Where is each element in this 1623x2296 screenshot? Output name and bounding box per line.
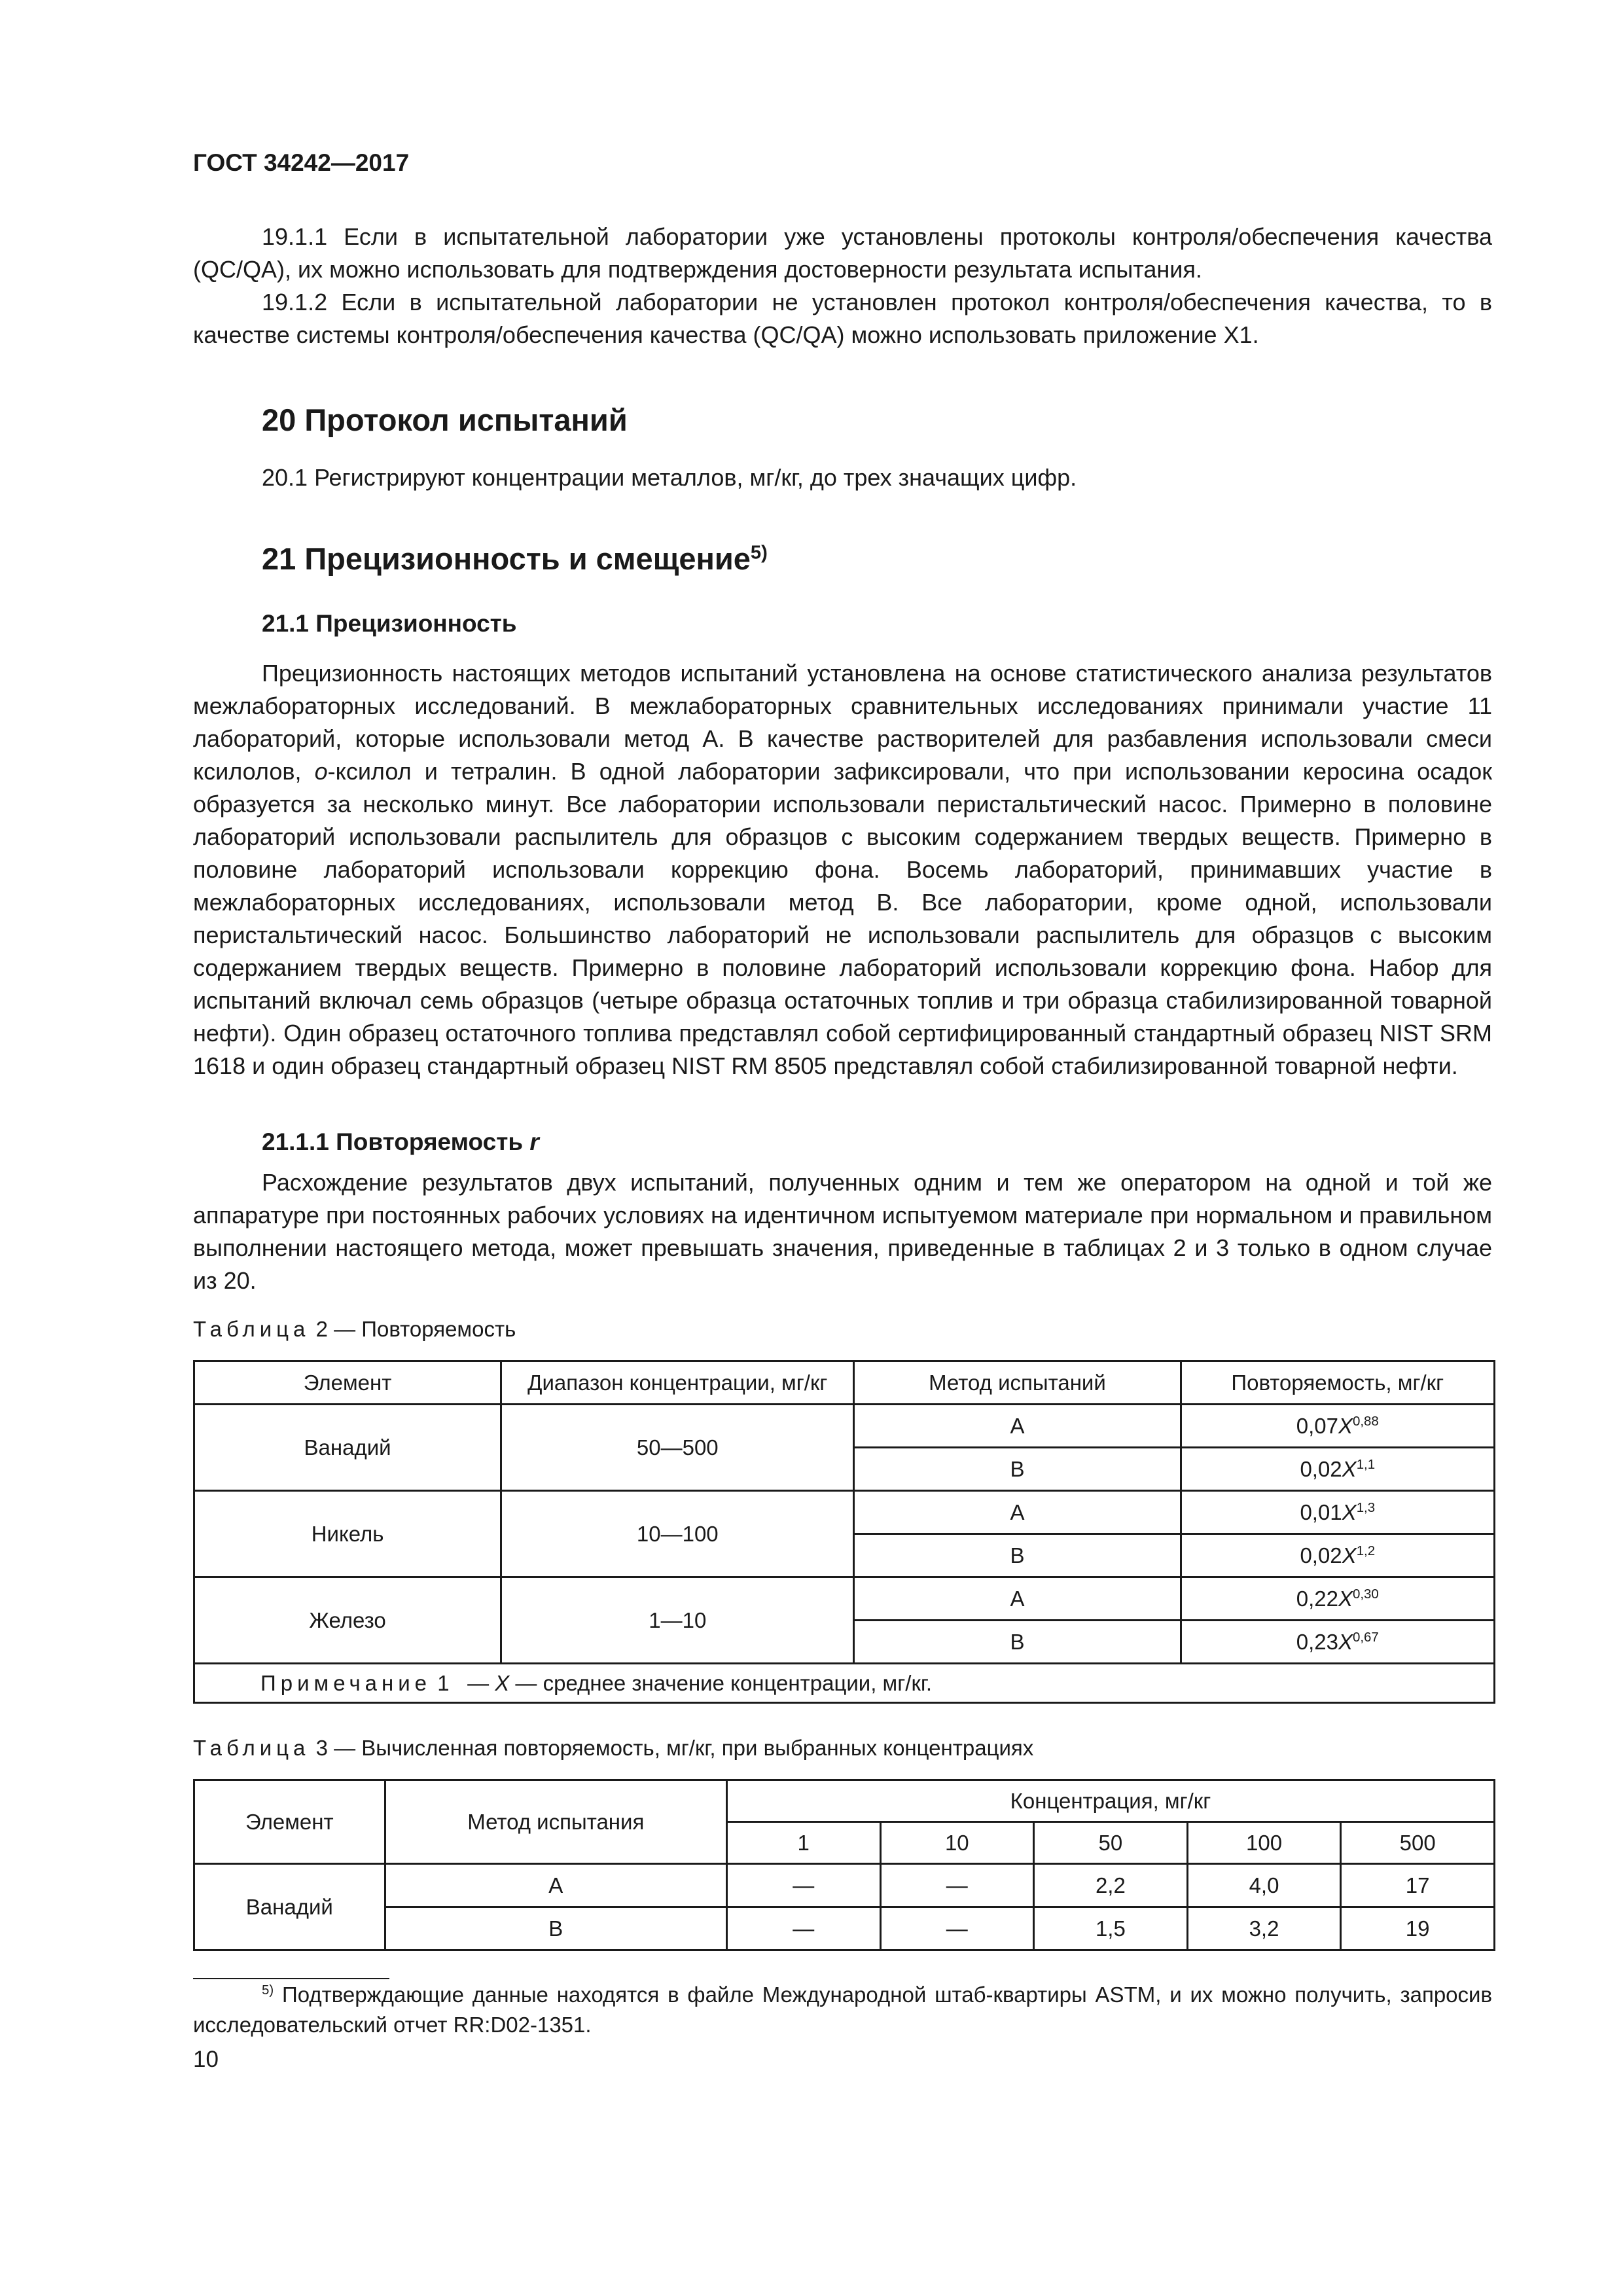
table-2-range: 10—100 (501, 1491, 854, 1577)
table-3-method: А (385, 1864, 726, 1907)
formula-var: X (1342, 1456, 1357, 1481)
table-2-element: Железо (194, 1577, 501, 1664)
section-21-heading (262, 541, 768, 577)
table-3-value: — (880, 1864, 1034, 1907)
table-2-caption (193, 1317, 516, 1342)
table-3-value: — (726, 1907, 880, 1950)
footnote-divider (193, 1978, 389, 1979)
table-3-header-element: Элемент (194, 1780, 385, 1864)
table-3-value: 2,2 (1034, 1864, 1188, 1907)
table-2-method: А (854, 1491, 1181, 1534)
table-2-formula (1181, 1577, 1494, 1621)
table-2 (193, 1360, 1495, 1704)
table-2-formula (1181, 1448, 1494, 1491)
table-2-formula (1181, 1405, 1494, 1448)
formula-coef: 0,02 (1300, 1543, 1342, 1568)
formula-exp: 1,2 (1356, 1543, 1376, 1558)
formula-exp: 1,1 (1356, 1456, 1376, 1472)
section-21-1-1-title: 21.1.1 Повторяемость (262, 1128, 530, 1155)
formula-exp: 1,3 (1356, 1499, 1376, 1515)
table-2-header-range: Диапазон концентрации, мг/кг (501, 1361, 854, 1405)
formula-var: X (1342, 1543, 1357, 1568)
table-2-method: В (854, 1534, 1181, 1577)
table-row (194, 1577, 1495, 1621)
paragraph-19-1-1: 19.1.1 Если в испытательной лаборатории уже установлены протоколы контроля/обеспечения качества (QC/QA), их можно использовать для подтверждения достоверности результата испытания. (193, 223, 1492, 283)
table-2-range: 1—10 (501, 1577, 854, 1664)
footnote-ref-5: 5) (750, 542, 768, 564)
table-3-method: В (385, 1907, 726, 1950)
paragraph-21-1-italic: о (314, 758, 328, 785)
table-2-formula (1181, 1621, 1494, 1664)
section-21-1-1-heading (262, 1128, 539, 1156)
table-2-header-repeatability: Повторяемость, мг/кг (1181, 1361, 1494, 1405)
table-2-method: В (854, 1621, 1181, 1664)
page-number: 10 (193, 2047, 219, 2072)
table-2-header-method: Метод испытаний (854, 1361, 1181, 1405)
table-3-conc-50: 50 (1034, 1822, 1188, 1864)
table-3-conc-100: 100 (1187, 1822, 1341, 1864)
paragraph-21-1-part-b: -ксилол и тетралин. В одной лаборатории зафиксировали, что при использовании керосина осадок образуется за несколько минут. Все лаборатории использовали перистальтический насос. Примерно в половине лабораторий использовали распылитель для образцов с высоким содержанием твердых веществ. Примерно в половине лабораторий использовали коррекцию фона. Восемь лабораторий, принимавших участие в межлабораторных исследованиях, использовали метод В. Все лаборатории, кроме одной, использовали перистальтический насос. Большинство лабораторий не использовали распылитель для образцов с высоким содержанием твердых веществ. Примерно в половине лабораторий использовали коррекцию фона. Набор для испытаний включал семь образцов (четыре образца остаточных топлив и три образца стабилизированной товарной нефти). Один образец остаточного топлива представлял собой сертифицированный стандартный образец NIST SRM 1618 и один образец стандартный образец NIST RM 8505 представлял собой стабилизированной товарной нефти. (193, 758, 1493, 1079)
footnote-text: Подтверждающие данные находятся в файле Международной штаб-квартиры ASTM, и их можно получить, запросив исследовательский отчет RR:D02-1351. (193, 1982, 1492, 2037)
table-2-element: Никель (194, 1491, 501, 1577)
table-3-value: 19 (1341, 1907, 1495, 1950)
table-2-header-element: Элемент (194, 1361, 501, 1405)
note-var: X (495, 1670, 510, 1695)
table-3-value: — (726, 1864, 880, 1907)
paragraph-19-1-2: 19.1.2 Если в испытательной лаборатории не установлен протокол контроля/обеспечения качества, то в качестве системы контроля/обеспечения качества (QC/QA) можно использовать приложение Х1. (193, 289, 1492, 348)
formula-var: X (1338, 1586, 1353, 1611)
footnote (193, 1980, 1492, 2040)
table-2-note-row (194, 1664, 1495, 1703)
table-row (194, 1864, 1495, 1907)
table-3 (193, 1779, 1495, 1951)
formula-coef: 0,02 (1300, 1456, 1342, 1481)
table-3-element: Ванадий (194, 1864, 385, 1950)
table-3-value: — (880, 1907, 1034, 1950)
formula-exp: 0,67 (1353, 1629, 1379, 1645)
table-2-label: Таблица (193, 1317, 310, 1341)
formula-coef: 0,23 (1296, 1629, 1338, 1654)
section-20-heading: 20 Протокол испытаний (262, 403, 628, 437)
table-3-header-concentration: Концентрация, мг/кг (726, 1780, 1494, 1822)
table-row (194, 1405, 1495, 1448)
document-header: ГОСТ 34242—2017 (193, 149, 410, 176)
table-3-value: 1,5 (1034, 1907, 1188, 1950)
formula-var: X (1342, 1499, 1357, 1524)
note-number: 1 (437, 1670, 450, 1695)
table-3-conc-500: 500 (1341, 1822, 1495, 1864)
table-3-label: Таблица (193, 1736, 310, 1760)
table-2-element: Ванадий (194, 1405, 501, 1491)
table-row (194, 1907, 1495, 1950)
table-3-value: 3,2 (1187, 1907, 1341, 1950)
table-2-formula (1181, 1491, 1494, 1534)
table-3-conc-1: 1 (726, 1822, 880, 1864)
note-dash: — (467, 1670, 490, 1695)
paragraph-21-1-part-a: Прецизионность настоящих методов испытаний установлена на основе статистического анализа результатов межлабораторных исследований. В межлабораторных сравнительных исследованиях принимали участие 11 лабораторий, которые использовали метод А. В качестве растворителей для разбавления использовали смеси ксилолов, (193, 660, 1492, 785)
footnote-mark: 5) (262, 1982, 274, 1998)
formula-coef: 0,22 (1296, 1586, 1338, 1611)
table-3-value: 4,0 (1187, 1864, 1341, 1907)
table-2-method: А (854, 1405, 1181, 1448)
formula-exp: 0,88 (1353, 1413, 1379, 1429)
table-2-formula (1181, 1534, 1494, 1577)
table-3-conc-10: 10 (880, 1822, 1034, 1864)
formula-coef: 0,01 (1300, 1499, 1342, 1524)
section-21-title: 21 Прецизионность и смещение (262, 541, 751, 576)
formula-coef: 0,07 (1296, 1413, 1338, 1438)
formula-exp: 0,30 (1353, 1586, 1379, 1602)
note-text: — среднее значение концентрации, мг/кг. (515, 1670, 933, 1695)
paragraph-21-1-1: Расхождение результатов двух испытаний, полученных одним и тем же оператором на одной и той же аппаратуре при постоянных рабочих условиях на идентичном испытуемом материале при нормальном и правильном выполнении настоящего метода, может превышать значения, приведенные в таблицах 2 и 3 только в одном случае из 20. (193, 1169, 1492, 1294)
paragraph-20-1: 20.1 Регистрируют концентрации металлов, мг/кг, до трех значащих цифр. (262, 464, 1077, 491)
paragraph-21-1 (193, 657, 1492, 1083)
formula-var: X (1338, 1629, 1353, 1654)
table-3-header-method: Метод испытания (385, 1780, 726, 1864)
table-3-value: 17 (1341, 1864, 1495, 1907)
table-2-note (194, 1664, 1495, 1703)
table-2-method: А (854, 1577, 1181, 1621)
table-2-method: В (854, 1448, 1181, 1491)
table-3-caption (193, 1736, 1033, 1761)
table-3-title: 3 — Вычисленная повторяемость, мг/кг, при выбранных концентрациях (315, 1736, 1034, 1760)
table-2-range: 50—500 (501, 1405, 854, 1491)
formula-var: X (1338, 1413, 1353, 1438)
table-row (194, 1491, 1495, 1534)
note-label: Примечание (260, 1670, 432, 1695)
repeatability-symbol: r (529, 1128, 539, 1155)
section-21-1-heading: 21.1 Прецизионность (262, 610, 517, 637)
table-2-title: 2 — Повторяемость (315, 1317, 516, 1341)
